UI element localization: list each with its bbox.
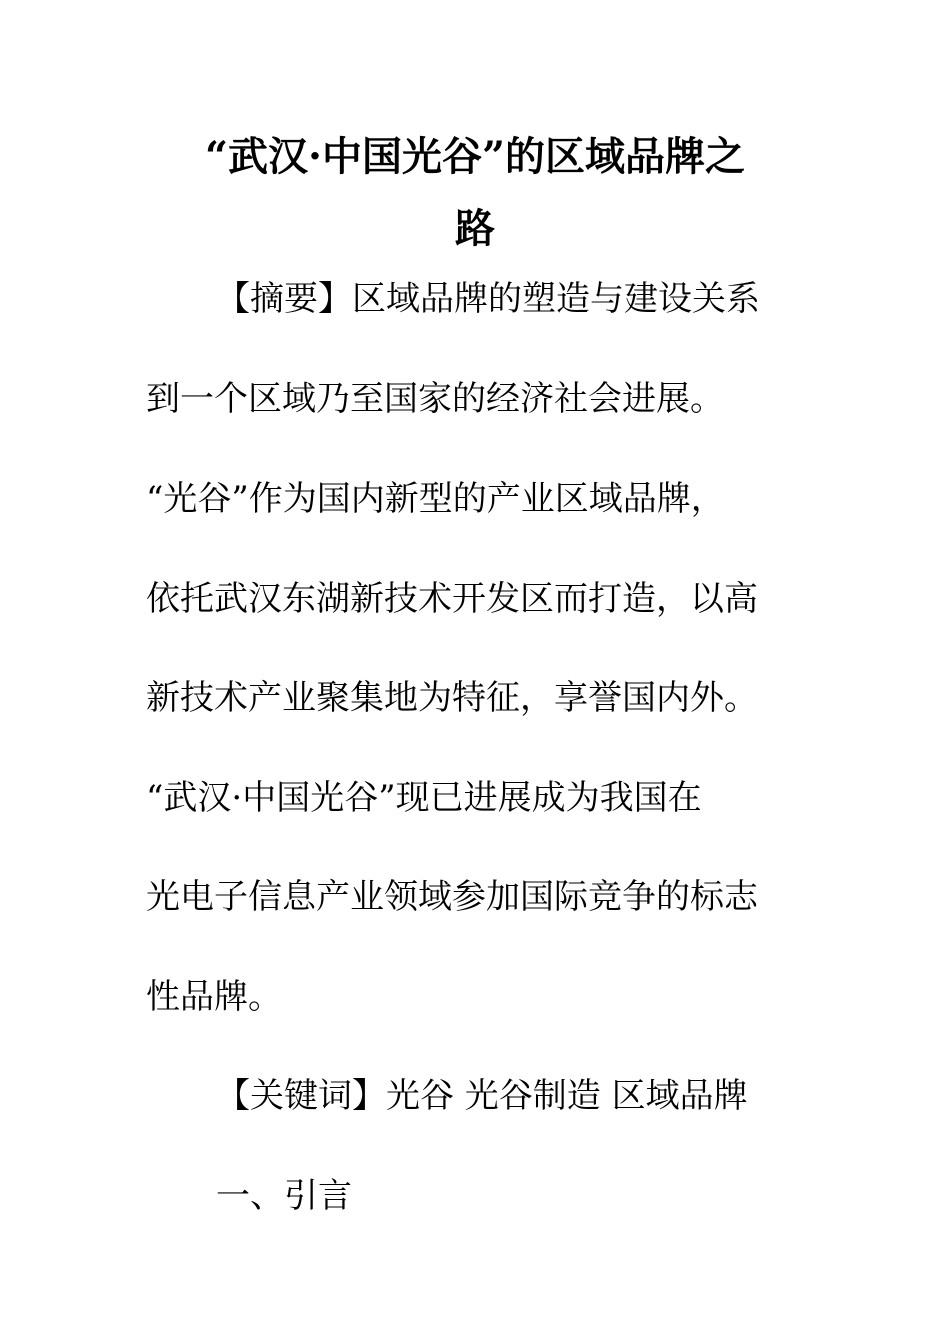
- abstract-line: 光电子信息产业领域参加国际竞争的标志: [146, 877, 758, 917]
- abstract-line: 【摘要】区域品牌的塑造与建设关系: [216, 279, 760, 319]
- section-heading: 一、引言: [216, 1176, 352, 1216]
- keywords-line: 【关键词】光谷 光谷制造 区域品牌: [216, 1076, 748, 1116]
- document-title-line-1: “武汉·中国光谷”的区域品牌之: [205, 133, 745, 180]
- abstract-line: 性品牌。: [146, 977, 282, 1017]
- abstract-line: 依托武汉东湖新技术开发区而打造，以高: [146, 579, 758, 619]
- abstract-line: 新技术产业聚集地为特征，享誉国内外。: [146, 678, 758, 718]
- abstract-line: “武汉·中国光谷”现已进展成为我国在: [146, 778, 702, 818]
- abstract-line: 到一个区域乃至国家的经济社会进展。: [146, 379, 724, 419]
- document-title-line-2: 路: [455, 205, 495, 252]
- abstract-line: “光谷”作为国内新型的产业区域品牌，: [146, 479, 725, 519]
